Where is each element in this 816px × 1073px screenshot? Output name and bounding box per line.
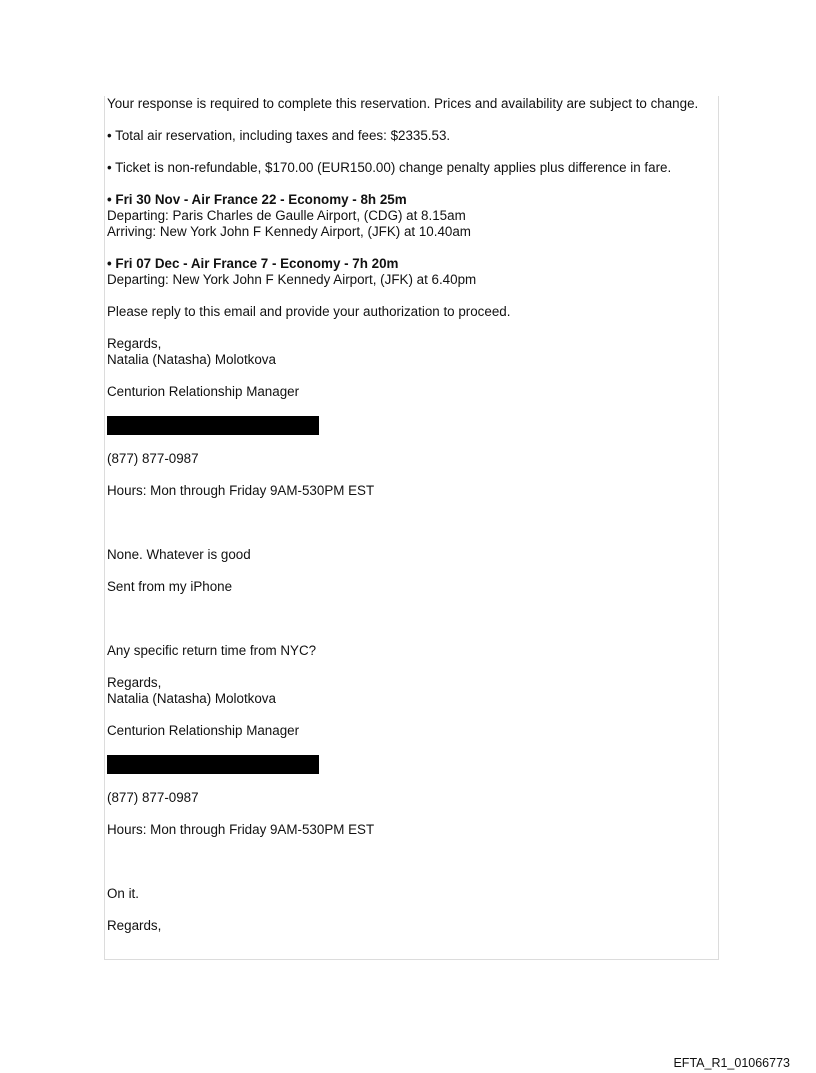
signature2-name: Natalia (Natasha) Molotkova xyxy=(107,691,276,706)
flight1-departing: Departing: Paris Charles de Gaulle Airport, (CDG) at 8.15am xyxy=(107,208,466,223)
bullet-ticket: • Ticket is non-refundable, $170.00 (EUR150.00) change penalty applies plus difference in fare. xyxy=(107,160,672,175)
signature2-regards: Regards, xyxy=(107,675,162,690)
signature1-name: Natalia (Natasha) Molotkova xyxy=(107,352,276,367)
flight1-arriving: Arriving: New York John F Kennedy Airport, (JFK) at 10.40am xyxy=(107,224,471,239)
email-body xyxy=(107,96,712,934)
signature1-regards: Regards, xyxy=(107,336,162,351)
question-text: Any specific return time from NYC? xyxy=(107,643,317,658)
reply-request: Please reply to this email and provide your authorization to proceed. xyxy=(107,304,511,319)
on-it-text: On it. xyxy=(107,886,139,901)
redaction-bar xyxy=(107,416,319,435)
document-id: EFTA_R1_01066773 xyxy=(673,1056,790,1070)
signature1-redaction xyxy=(107,416,712,435)
flight2-departing: Departing: New York John F Kennedy Airport, (JFK) at 6.40pm xyxy=(107,272,477,287)
signature1-phone: (877) 877-0987 xyxy=(107,451,199,466)
reply1-text: None. Whatever is good xyxy=(107,547,251,562)
signature2-title: Centurion Relationship Manager xyxy=(107,723,300,738)
signature2-phone: (877) 877-0987 xyxy=(107,790,199,805)
redaction-bar xyxy=(107,755,319,774)
flight2-title: • Fri 07 Dec - Air France 7 - Economy - 7h 20m xyxy=(107,256,399,271)
intro-text: Your response is required to complete this reservation. Prices and availability are subject to change. xyxy=(107,96,699,111)
sent-from-text: Sent from my iPhone xyxy=(107,579,233,594)
signature1-hours: Hours: Mon through Friday 9AM-530PM EST xyxy=(107,483,375,498)
signature2-redaction xyxy=(107,755,712,774)
signature1-title: Centurion Relationship Manager xyxy=(107,384,300,399)
bullet-total: • Total air reservation, including taxes and fees: $2335.53. xyxy=(107,128,451,143)
signature2-hours: Hours: Mon through Friday 9AM-530PM EST xyxy=(107,822,375,837)
closing-regards: Regards, xyxy=(107,918,162,933)
flight1-title: • Fri 30 Nov - Air France 22 - Economy - 8h 25m xyxy=(107,192,407,207)
